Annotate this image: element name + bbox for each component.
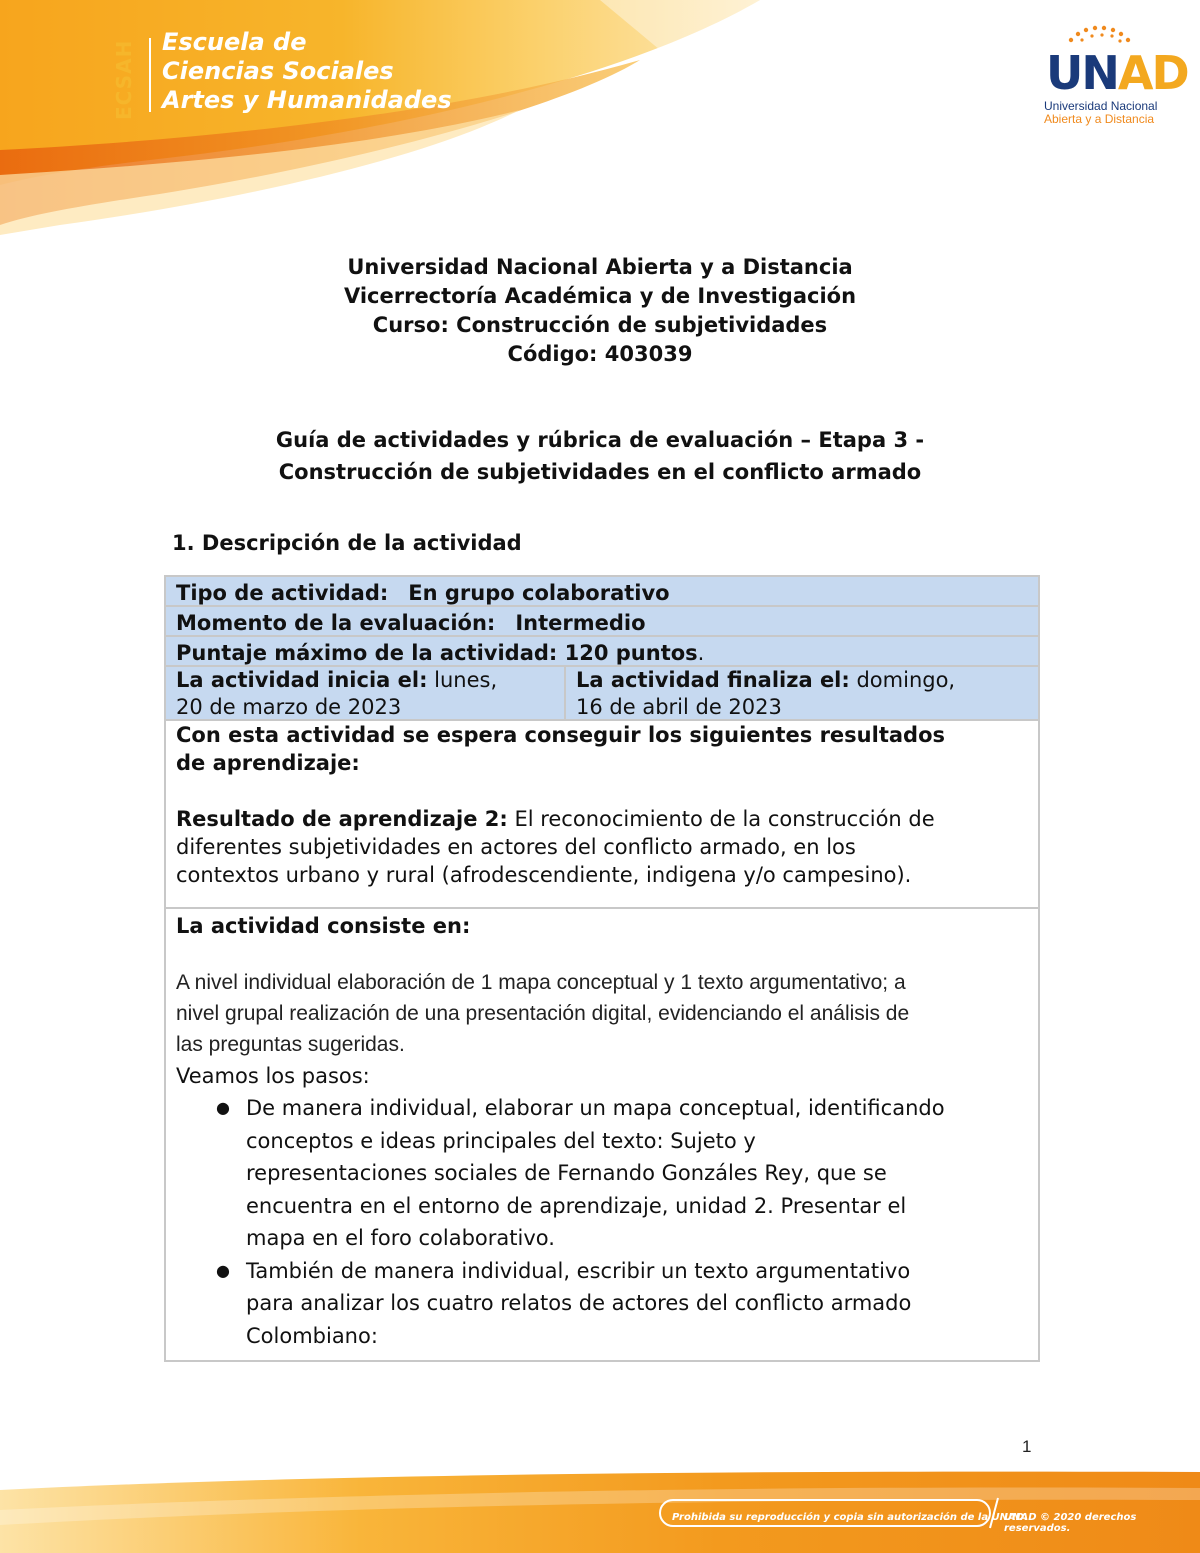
row-puntaje	[166, 637, 1038, 667]
start-date-day: lunes,	[434, 668, 498, 692]
school-name-line-2: Ciencias Sociales	[162, 57, 394, 85]
start-date-label: La actividad inicia el:	[176, 668, 428, 692]
step-2-line-1: También de manera individual, escribir un texto argumentativo	[246, 1258, 911, 1283]
outcome-text-1: El reconocimiento de la construcción de	[507, 807, 935, 831]
document-header	[0, 253, 1200, 369]
row-outcomes	[166, 721, 1038, 909]
step-1-line-2: conceptos e ideas principales del texto: Sujeto y	[246, 1128, 756, 1153]
institution-name: Universidad Nacional Abierta y a Distancia	[347, 255, 853, 279]
course-name: Curso: Construcción de subjetividades	[372, 313, 828, 337]
course-code: Código: 403039	[507, 342, 693, 366]
outcomes-intro-line-2: de aprendizaje:	[176, 751, 360, 775]
outcome-line-1	[176, 805, 1028, 833]
start-date-value: 20 de marzo de 2023	[176, 695, 402, 719]
steps-list	[176, 1092, 1028, 1352]
activity-table	[164, 575, 1040, 1362]
bullet-icon: ●	[216, 1260, 230, 1280]
unad-wordmark-ad: AD	[1117, 46, 1188, 100]
school-name	[162, 28, 482, 115]
unad-wordmark-n: N	[1081, 46, 1118, 100]
tipo-value: En grupo colaborativo	[408, 581, 670, 605]
end-date-cell	[566, 667, 1038, 719]
step-1-line-1: De manera individual, elaborar un mapa conceptual, identificando	[246, 1096, 945, 1120]
section-heading: 1. Descripción de la actividad	[172, 531, 522, 555]
unad-wordmark-u: U	[1046, 46, 1082, 100]
list-item	[216, 1092, 1028, 1255]
row-momento	[166, 607, 1038, 637]
guide-title-line-1: Guía de actividades y rúbrica de evaluación – Etapa 3 -	[275, 428, 925, 452]
consist-label: La actividad consiste en:	[176, 914, 471, 938]
outcome-label: Resultado de aprendizaje 2:	[176, 807, 508, 831]
tipo-label: Tipo de actividad:	[176, 581, 389, 605]
outcome-line-2: diferentes subjetividades en actores del conflicto armado, en los	[176, 835, 856, 859]
unad-subtitle	[1044, 100, 1174, 126]
row-tipo	[166, 577, 1038, 607]
momento-value: Intermedio	[515, 611, 646, 635]
unad-subtitle-line-1: Universidad Nacional	[1044, 99, 1158, 113]
puntaje-suffix: .	[697, 641, 705, 665]
guide-title	[0, 424, 1200, 488]
list-item	[216, 1255, 1028, 1353]
page-number: 1	[1022, 1437, 1032, 1456]
vicerrectoria-name: Vicerrectoría Académica y de Investigación	[343, 284, 857, 308]
step-1-line-5: mapa en el foro colaborativo.	[246, 1226, 555, 1250]
school-acronym: ECSAH	[112, 39, 136, 121]
consist-text-line-1: A nivel individual elaboración de 1 mapa conceptual y 1 texto argumentativo; a	[176, 971, 906, 994]
unad-wordmark	[1046, 48, 1188, 98]
unad-subtitle-line-2: Abierta y a Distancia	[1044, 112, 1155, 126]
step-1-line-4: encuentra en el entorno de aprendizaje, unidad 2. Presentar el	[246, 1193, 907, 1218]
row-consist	[166, 909, 1038, 1360]
row-dates	[166, 667, 1038, 721]
end-date-value: 16 de abril de 2023	[576, 695, 782, 719]
puntaje-label: Puntaje máximo de la actividad: 120 puntos	[176, 641, 698, 665]
consist-text-line-3: las preguntas sugeridas.	[176, 1033, 405, 1056]
end-date-label: La actividad finaliza el:	[576, 668, 850, 692]
momento-label: Momento de la evaluación:	[176, 611, 496, 635]
step-2-line-2: para analizar los cuatro relatos de actores del conflicto armado	[246, 1291, 912, 1315]
guide-title-line-2: Construcción de subjetividades en el conflicto armado	[278, 460, 922, 484]
copyright-notice: UNAD © 2020 derechos reservados.	[1004, 1512, 1137, 1534]
school-name-line-1: Escuela de	[162, 28, 307, 56]
bullet-icon: ●	[216, 1098, 230, 1117]
outcome-line-3: contextos urbano y rural (afrodescendiente, indigena y/o campesino).	[176, 863, 912, 887]
step-2-line-3: Colombiano:	[246, 1323, 378, 1348]
consist-text-line-2: nivel grupal realización de una presentación digital, evidenciando el análisis de	[176, 1002, 910, 1025]
copy-notice: Prohibida su reproducción y copia sin autorización de la UNAD.	[672, 1512, 1028, 1523]
steps-intro: Veamos los pasos:	[176, 1064, 370, 1088]
outcomes-intro-line-1: Con esta actividad se espera conseguir los siguientes resultados	[176, 723, 945, 747]
step-1-line-3: representaciones sociales de Fernando Gonzáles Rey, que se	[246, 1161, 887, 1185]
start-date-cell	[166, 667, 566, 719]
end-date-day: domingo,	[856, 668, 956, 692]
school-name-line-3: Artes y Humanidades	[162, 86, 452, 114]
